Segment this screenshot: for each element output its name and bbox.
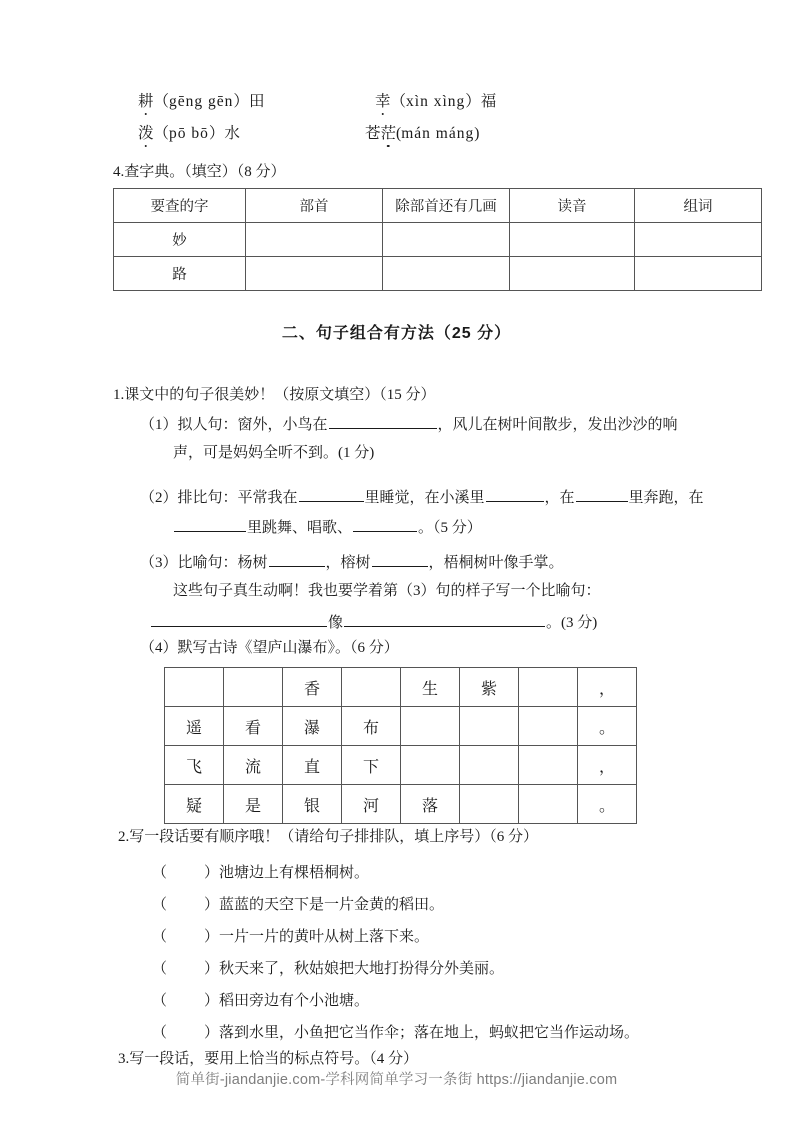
poem-grid-row (165, 746, 637, 785)
poem-cell[interactable] (519, 668, 578, 707)
poem-grid-row (165, 668, 637, 707)
paren-open: （ (153, 125, 170, 142)
cell-char: 妙 (114, 223, 246, 257)
order-paren-open[interactable]: （ (152, 897, 168, 913)
list-item-text: ）秋天来了，秋姑娘把大地打扮得分外美丽。 (204, 961, 505, 977)
q1-sub2-mid3: 里奔跑，在 (628, 490, 704, 506)
pinyin-item-cangmang (365, 124, 479, 144)
cell-strokes[interactable] (383, 223, 510, 257)
poem-cell: 是 (224, 785, 283, 824)
list-item (152, 1021, 639, 1042)
answer-blank[interactable] (353, 516, 417, 532)
answer-blank[interactable] (151, 611, 327, 627)
section-two-heading: 二、句子组合有方法（25 分） (281, 325, 512, 342)
cell-word[interactable] (635, 257, 762, 291)
q1-sub1-line1 (140, 413, 678, 436)
leading-char: 苍 (365, 125, 381, 142)
header-word: 组词 (635, 189, 762, 223)
paren-close: ） (208, 125, 225, 142)
poem-grid-row (165, 785, 637, 824)
q1-sub2-line2-a: 里跳舞、唱歌、 (247, 520, 353, 536)
answer-blank[interactable] (299, 486, 364, 502)
order-paren-open[interactable]: （ (152, 961, 168, 977)
poem-cell[interactable] (519, 785, 578, 824)
poem-cell: 飞 (165, 746, 224, 785)
q1-sub3-line3-end: 。(3 分) (546, 615, 598, 631)
q1-sub2-mid2: ，在 (544, 490, 575, 506)
paren-close: ） (465, 93, 481, 110)
question-3-label: 3.写一段话，要用上恰当的标点符号。（4 分） (118, 1051, 419, 1067)
q1-sub2-line1 (140, 486, 704, 509)
header-pronunciation: 读音 (510, 189, 635, 223)
header-strokes: 除部首还有几画 (383, 189, 510, 223)
table-row (114, 257, 762, 291)
cell-pronunciation[interactable] (510, 223, 635, 257)
footer-watermark: 简单街-jiandanjie.com-学科网简单学习一条街 https://jiandanjie.com (175, 1072, 618, 1088)
poem-cell: 疑 (165, 785, 224, 824)
question-1-label: 1.课文中的句子很美妙！（按原文填空）（15 分） (113, 387, 436, 403)
cell-pronunciation[interactable] (510, 257, 635, 291)
answer-blank[interactable] (344, 611, 545, 627)
list-item-text: ）一片一片的黄叶从树上落下来。 (204, 929, 430, 945)
pinyin-options: mán máng (401, 125, 475, 142)
cell-char: 路 (114, 257, 246, 291)
pinyin-item-genting (138, 92, 264, 112)
q1-sub2-line2 (173, 516, 482, 539)
answer-blank[interactable] (329, 413, 437, 429)
pinyin-row-1 (113, 92, 773, 118)
pinyin-options: pō bō (169, 125, 209, 142)
poem-cell: 。 (578, 785, 637, 824)
header-radical: 部首 (246, 189, 383, 223)
poem-cell: 直 (283, 746, 342, 785)
paren-open: （ (153, 93, 170, 110)
header-char: 要查的字 (114, 189, 246, 223)
q1-sub3-line2: 这些句子真生动啊！我也要学着第（3）句的样子写一个比喻句： (173, 583, 601, 599)
q1-sub3-mid2: ，梧桐树叶像手掌。 (428, 555, 564, 571)
list-item (152, 925, 429, 946)
list-item-text: ）落到水里，小鱼把它当作伞；落在地上，蚂蚁把它当作运动场。 (204, 1025, 640, 1041)
poem-cell[interactable] (460, 707, 519, 746)
q1-sub1-suffix: ，风儿在树叶间散步，发出沙沙的响 (437, 417, 678, 433)
poem-cell: 香 (283, 668, 342, 707)
q1-sub1-line2: 声，可是妈妈全听不到。(1 分) (173, 445, 375, 461)
q1-sub1-prefix: （1）拟人句：窗外，小鸟在 (140, 417, 328, 433)
poem-cell: 紫 (460, 668, 519, 707)
order-paren-open[interactable]: （ (152, 865, 168, 881)
poem-cell: 。 (578, 707, 637, 746)
poem-cell: 银 (283, 785, 342, 824)
pinyin-options: xìn xìng (406, 93, 466, 110)
poem-cell[interactable] (401, 707, 460, 746)
paren-close: ） (233, 93, 249, 110)
q1-sub2-line2-b: 。（5 分） (418, 520, 482, 536)
poem-cell[interactable] (519, 746, 578, 785)
dotted-char: 幸 (375, 93, 391, 110)
trailing-char: 水 (224, 125, 240, 142)
cell-radical[interactable] (246, 223, 383, 257)
trailing-char: 田 (248, 93, 265, 110)
paren-close: ) (474, 125, 480, 142)
list-item-text: ）稻田旁边有个小池塘。 (204, 993, 370, 1009)
pinyin-item-poshui (138, 124, 240, 144)
list-item-text: ）池塘边上有棵梧桐树。 (204, 865, 370, 881)
answer-blank[interactable] (576, 486, 628, 502)
q1-sub3-like: 像 (328, 615, 344, 631)
poem-grid-row (165, 707, 637, 746)
dictionary-table (113, 188, 762, 291)
poem-cell: 生 (401, 668, 460, 707)
poem-cell: 下 (342, 746, 401, 785)
poem-cell[interactable] (460, 746, 519, 785)
trailing-char: 福 (480, 93, 497, 110)
question-4-label: 4.查字典。（填空）（8 分） (113, 164, 286, 180)
poem-cell[interactable] (165, 668, 224, 707)
q1-sub3-line1 (140, 551, 564, 574)
poem-cell: 河 (342, 785, 401, 824)
order-paren-open[interactable]: （ (152, 929, 168, 945)
q1-sub3-line3 (150, 611, 597, 634)
poem-cell[interactable] (401, 746, 460, 785)
answer-blank[interactable] (174, 516, 246, 532)
paren-open: ( (396, 125, 402, 142)
answer-blank[interactable] (372, 551, 428, 567)
poem-cell[interactable] (460, 785, 519, 824)
q1-sub3-mid1: ，榕树 (325, 555, 371, 571)
dotted-char: 茫 (380, 125, 397, 142)
poem-cell: 流 (224, 746, 283, 785)
poem-cell: 看 (224, 707, 283, 746)
q1-sub2-mid1: 里睡觉，在小溪里 (364, 490, 485, 506)
list-item-text: ）蓝蓝的天空下是一片金黄的稻田。 (204, 897, 445, 913)
pinyin-row-2 (113, 124, 773, 150)
poem-cell: 瀑 (283, 707, 342, 746)
poem-grid (164, 667, 637, 824)
poem-cell[interactable] (519, 707, 578, 746)
cell-radical[interactable] (246, 257, 383, 291)
poem-cell: 布 (342, 707, 401, 746)
list-item (152, 861, 369, 882)
answer-blank[interactable] (486, 486, 544, 502)
poem-cell: ， (578, 668, 637, 707)
poem-cell: 遥 (165, 707, 224, 746)
q1-sub4-label: （4）默写古诗《望庐山瀑布》。（6 分） (140, 640, 399, 656)
q1-sub2-prefix: （2）排比句：平常我在 (140, 490, 298, 506)
pinyin-options: gēng gēn (169, 93, 234, 110)
paren-open: （ (390, 93, 407, 110)
pinyin-item-xingfu (375, 92, 496, 112)
table-row (114, 223, 762, 257)
cell-word[interactable] (635, 223, 762, 257)
answer-blank[interactable] (269, 551, 325, 567)
poem-cell[interactable] (342, 668, 401, 707)
dotted-char: 泼 (138, 125, 154, 142)
list-item (152, 989, 369, 1010)
list-item (152, 893, 444, 914)
poem-cell: ， (578, 746, 637, 785)
list-item (152, 957, 504, 978)
poem-cell[interactable] (224, 668, 283, 707)
table-header-row (114, 189, 762, 223)
q1-sub3-prefix: （3）比喻句：杨树 (140, 555, 268, 571)
order-paren-open[interactable]: （ (152, 993, 168, 1009)
poem-cell: 落 (401, 785, 460, 824)
question-2-label: 2.写一段话要有顺序哦！（请给句子排排队，填上序号）（6 分） (118, 829, 539, 845)
cell-strokes[interactable] (383, 257, 510, 291)
dotted-char: 耕 (138, 93, 154, 110)
order-paren-open[interactable]: （ (152, 1025, 168, 1041)
